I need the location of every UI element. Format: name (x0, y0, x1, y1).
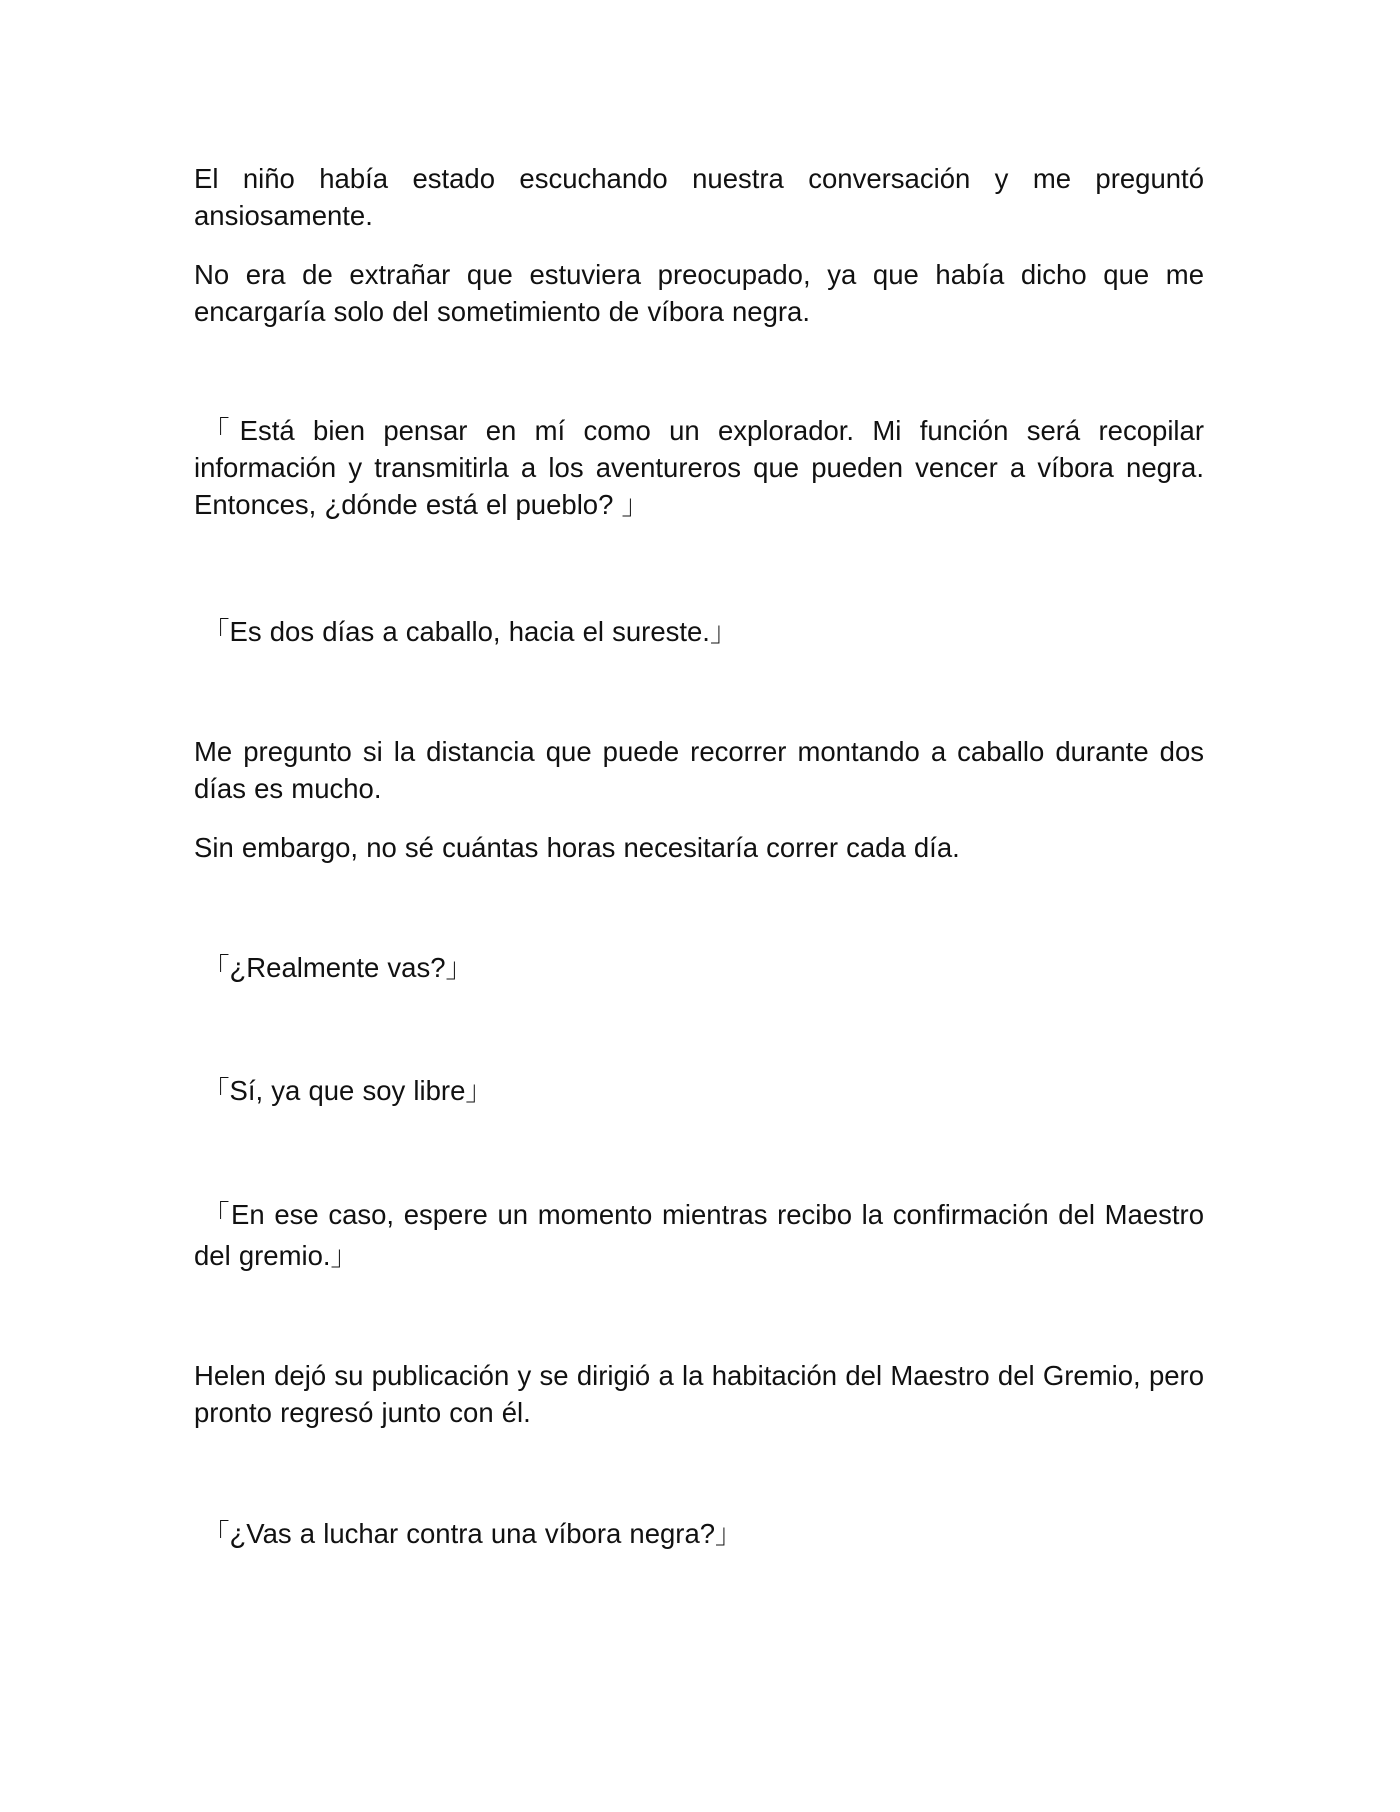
narration-paragraph: Helen dejó su publicación y se dirigió a la habitación del Maestro del Gremio, pero pronto regresó junto con él. (194, 1360, 1204, 1428)
dialogue-paragraph: 「Sí, ya que soy libre」 (202, 1075, 493, 1106)
dialogue-paragraph: 「En ese caso, espere un momento mientras recibo la confirmación del Maestro del gremio.」 (194, 1199, 1204, 1271)
narration-paragraph: Me pregunto si la distancia que puede recorrer montando a caballo durante dos días es mucho. (194, 736, 1204, 804)
dialogue-paragraph: 「Es dos días a caballo, hacia el sureste.」 (202, 616, 738, 647)
narration-paragraph: El niño había estado escuchando nuestra conversación y me preguntó ansiosamente. (194, 163, 1204, 231)
narration-paragraph: No era de extrañar que estuviera preocupado, ya que había dicho que me encargaría solo del sometimiento de víbora negra. (194, 259, 1204, 327)
dialogue-paragraph: 「¿Realmente vas?」 (202, 952, 474, 983)
dialogue-paragraph: 「¿Vas a luchar contra una víbora negra?」 (202, 1518, 743, 1549)
narration-paragraph: Sin embargo, no sé cuántas horas necesitaría correr cada día. (194, 832, 960, 863)
dialogue-paragraph: 「Está bien pensar en mí como un explorador. Mi función será recopilar información y transmitirla a los aventureros que pueden vencer a víbora negra. Entonces, ¿dónde está el pueblo? 」 (194, 415, 1204, 520)
